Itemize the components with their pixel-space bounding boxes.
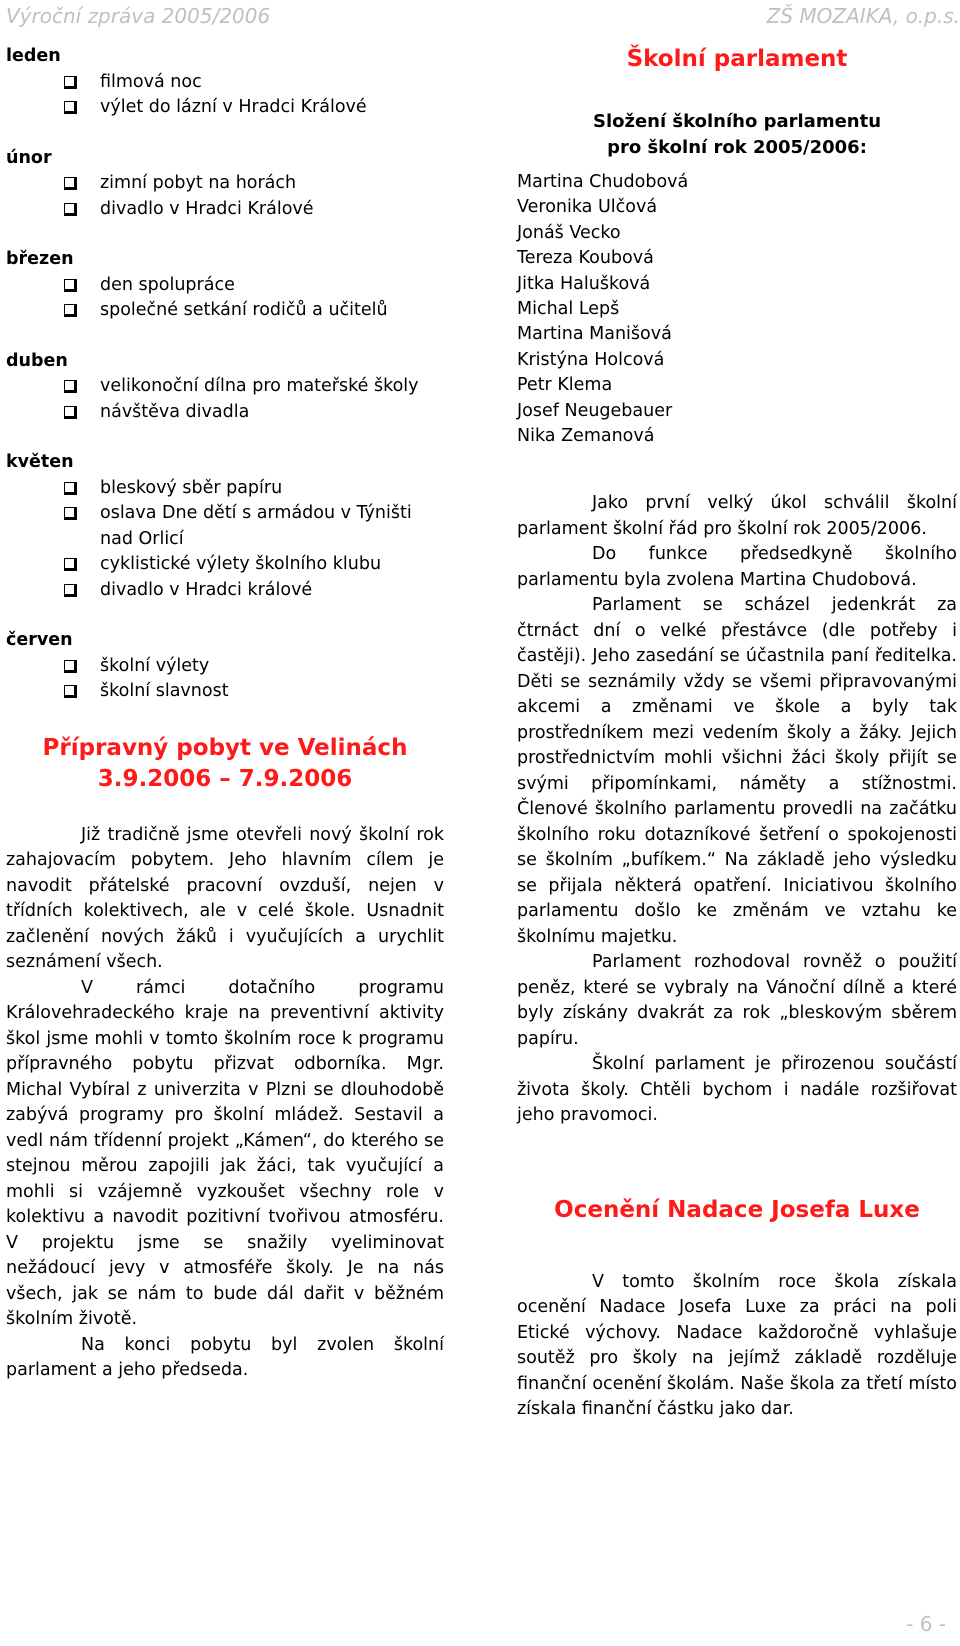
member-name: Jonáš Vecko [517, 222, 621, 243]
month-block [6, 247, 444, 324]
parliament-members-list [517, 170, 957, 449]
event-text: divadlo v Hradci králové [100, 579, 313, 600]
member-name: Nika Zemanová [517, 426, 655, 447]
velina-title-line2: 3.9.2006 – 7.9.2006 [97, 765, 353, 792]
checkbox-bullet-icon [64, 203, 77, 216]
event-text: výlet do lázní v Hradci Králové [100, 97, 367, 117]
checkbox-bullet-icon [64, 685, 77, 698]
month-block [6, 450, 444, 603]
event-item [60, 374, 444, 400]
velina-paragraph-2: V rámci dotačního programu Královehradeckého kraje na preventivní aktivity škol jsme mohli v tomto školním roce k programu přípravného pobytu přizvat odborníka. Mgr. Michal Vybíral z univerzita v Plzni se dlouhodobě zabývá programy pro školní mládež. Sestavil a vedl nám třídenní projekt „Kámen“, do kterého se stejnou měrou zapojili jak žáci, tak vyučující a mohli si vzájemně vyzkoušet všechny role v kolektivu a navodit pozitivní tvořivou atmosféru. V projektu jsme se snažily vyeliminovat nežádoucí jevy v atmosféře školy. Je na nás všech, jak se nám to bude dál dařit v běžném školním životě. [6, 977, 444, 1329]
event-list [6, 70, 444, 121]
header-school-name: ZŠ MOZAIKA, o.p.s. [766, 4, 960, 28]
event-text: velikonoční dílna pro mateřské školy [100, 376, 419, 396]
parliament-paragraph-2: Do funkce předsedkyně školního parlamentu byla zvolena Martina Chudobová. [517, 544, 957, 590]
parliament-paragraph-1: Jako první velký úkol schválil školní parlament školní řád pro školní rok 2005/2006. [517, 493, 957, 539]
parliament-paragraph-3: Parlament se scházel jedenkrát za čtrnáct dní o velké přestávce (dle potřeby i častěji). Jeho zasedání se účastnila paní ředitelka. Děti se seznámily vždy se všemi připravovanými akcemi a změnami ve škole a byly tak prostředníkem mezi vedením školy a žáky. Jejich prostřednictvím mohli všichni žáci školy přijít se svými připomínkami, náměty a stížnostmi. Členové školního parlamentu provedli na začátku školního roku dotazníkové šetření o spokojenosti se školním „bufíkem.“ Na základě jeho výsledku se přijala některá opatření. Iniciativou školního parlamentu došlo ke změnám ve vztahu ke školnímu majetku. [517, 595, 957, 947]
event-list [6, 171, 444, 222]
month-name: květen [6, 452, 74, 472]
parliament-title: Školní parlament [626, 46, 848, 72]
event-item [60, 70, 444, 96]
event-text: bleskový sběr papíru [100, 477, 283, 498]
event-text: filmová noc [100, 71, 202, 92]
month-name: leden [6, 46, 61, 66]
checkbox-bullet-icon [64, 304, 77, 317]
event-list [6, 476, 444, 604]
event-text: divadlo v Hradci Králové [100, 198, 314, 219]
event-list [6, 374, 444, 425]
checkbox-bullet-icon [64, 76, 77, 89]
event-text: cyklistické výlety školního klubu [100, 554, 382, 574]
member-name: Petr Klema [517, 375, 613, 396]
member-name: Kristýna Holcová [517, 349, 665, 370]
header-report-title: Výroční zpráva 2005/2006 [6, 4, 271, 28]
event-text: návštěva divadla [100, 401, 250, 422]
event-item [60, 171, 444, 197]
month-name: duben [6, 350, 68, 371]
member-name: Veronika Ulčová [517, 197, 658, 218]
month-name: červen [6, 630, 73, 650]
event-text: školní slavnost [100, 681, 229, 701]
event-item [60, 400, 444, 426]
checkbox-bullet-icon [64, 177, 77, 190]
event-item [60, 273, 444, 299]
event-item [60, 552, 444, 578]
velina-title-line1: Přípravný pobyt ve Velinách [42, 734, 408, 761]
page-header [0, 2, 960, 30]
event-item [60, 501, 444, 552]
event-text: oslava Dne dětí s armádou v Týništi nad Orlicí [100, 503, 412, 549]
parliament-subtitle-line1: Složení školního parlamentu [592, 111, 882, 132]
event-list [6, 654, 444, 705]
month-block [6, 146, 444, 223]
event-item [60, 578, 444, 604]
event-list [6, 273, 444, 324]
right-column [517, 44, 957, 1423]
member-name: Josef Neugebauer [517, 400, 673, 421]
luxe-paragraph-1: V tomto školním roce škola získala ocenění Nadace Josefa Luxe za práci na poli Etické výchovy. Nadace každoročně vyhlašuje soutěž pro školy na jejímž základě rozděluje finanční ocenění školám. Naše škola za třetí místo získala finanční částku jako dar. [517, 1271, 957, 1420]
member-name: Martina Manišová [517, 324, 672, 345]
member-name: Martina Chudobová [517, 172, 689, 192]
month-block [6, 44, 444, 121]
parliament-paragraph-4: Parlament rozhodoval rovněž o použití peněz, které se vybraly na Vánoční dílně a které byly získány dvakrát za rok „bleskovým sběrem papíru. [517, 952, 957, 1049]
member-name: Jitka Halušková [517, 273, 651, 294]
checkbox-bullet-icon [64, 482, 77, 495]
parliament-subtitle-line2: pro školní rok 2005/2006: [607, 136, 867, 158]
month-block [6, 628, 444, 705]
member-name: Michal Lepš [517, 299, 620, 320]
left-column [6, 44, 444, 1384]
event-item [60, 197, 444, 223]
checkbox-bullet-icon [64, 380, 77, 393]
checkbox-bullet-icon [64, 660, 77, 673]
checkbox-bullet-icon [64, 584, 77, 597]
velina-paragraph-1: Již tradičně jsme otevřeli nový školní rok zahajovacím pobytem. Jeho hlavním cílem je navodit přátelské pracovní ovzduší, nejen v třídních kolektivech, ale v celé škole. Usnadnit začlenění nových žáků i vyučujících a urychlit seznámení všech. [6, 824, 444, 972]
event-text: společné setkání rodičů a učitelů [100, 300, 388, 320]
event-item [60, 95, 444, 121]
month-block [6, 349, 444, 426]
parliament-paragraph-5: Školní parlament je přirozenou součástí života školy. Chtěli bychom i nadále rozšiřovat jeho pravomoci. [517, 1054, 957, 1126]
month-name: březen [6, 249, 74, 269]
checkbox-bullet-icon [64, 101, 77, 114]
checkbox-bullet-icon [64, 406, 77, 419]
event-item [60, 679, 444, 705]
event-item [60, 298, 444, 324]
event-text: zimní pobyt na horách [100, 173, 297, 193]
monthly-events [6, 44, 444, 705]
checkbox-bullet-icon [64, 558, 77, 571]
page-number: - 6 - [906, 1612, 946, 1636]
event-item [60, 476, 444, 502]
event-text: den spolupráce [100, 274, 235, 295]
member-name: Tereza Koubová [517, 248, 654, 269]
velina-section [6, 733, 444, 1384]
checkbox-bullet-icon [64, 507, 77, 520]
luxe-title: Ocenění Nadace Josefa Luxe [554, 1196, 920, 1223]
checkbox-bullet-icon [64, 279, 77, 292]
event-item [60, 654, 444, 680]
velina-paragraph-3: Na konci pobytu byl zvolen školní parlament a jeho předseda. [6, 1334, 444, 1380]
month-name: únor [6, 147, 52, 168]
event-text: školní výlety [100, 655, 210, 676]
